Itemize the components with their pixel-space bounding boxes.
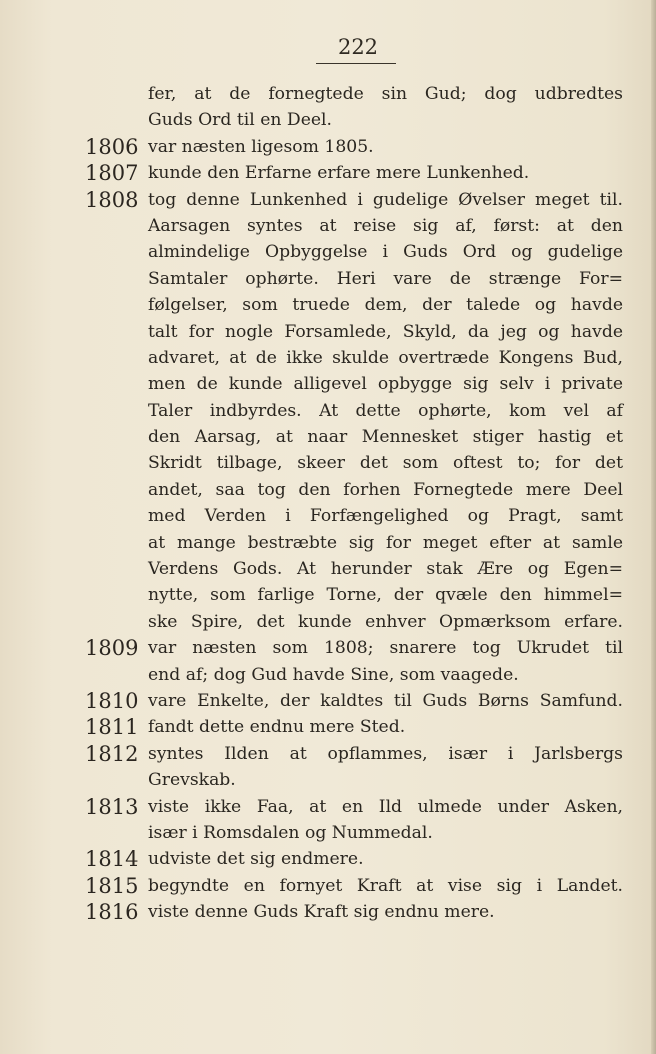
entry-text: talt for nogle Forsamlede, Skyld, da jeg og havde	[148, 321, 623, 342]
entry-continuation-line	[0, 556, 656, 582]
entry-text: udviste det sig endmere.	[148, 849, 364, 870]
entry-text: at mange bestræbte sig for meget efter at samle	[148, 532, 623, 553]
entry-text: var næsten ligesom 1805.	[148, 136, 374, 157]
entry-text: vare Enkelte, der kaldtes til Guds Børns Samfund.	[148, 690, 623, 711]
entry-line-1808	[0, 187, 656, 213]
entry-text: viste ikke Faa, at en Ild ulmede under Asken,	[148, 796, 623, 817]
entry-year: 1808	[85, 187, 139, 212]
entry-text: var næsten som 1808; snarere tog Ukrudet til	[148, 638, 623, 659]
entry-continuation-line	[0, 81, 656, 107]
entry-continuation-line	[0, 609, 656, 635]
entry-text: følgelser, som truede dem, der talede og havde	[148, 295, 623, 316]
entry-text: Verdens Gods. At herunder stak Ære og Egen=	[148, 559, 623, 580]
entry-line-1807	[0, 160, 656, 186]
entry-text: men de kunde alligevel opbygge sig selv i private	[148, 374, 623, 395]
entry-year: 1814	[85, 847, 139, 872]
entry-line-1811	[0, 714, 656, 740]
entry-line-1813	[0, 794, 656, 820]
entry-continuation-line	[0, 398, 656, 424]
entry-year: 1813	[85, 794, 139, 819]
entry-text: ske Spire, det kunde enhver Opmærksom erfare.	[148, 611, 623, 632]
entry-year: 1812	[85, 741, 139, 766]
entry-text: Guds Ord til en Deel.	[148, 110, 333, 131]
entry-text: den Aarsag, at naar Mennesket stiger hastig et	[148, 427, 623, 448]
entry-continuation-line	[0, 292, 656, 318]
entry-continuation-line	[0, 107, 656, 133]
entry-continuation-line	[0, 767, 656, 793]
entry-year: 1815	[85, 873, 139, 898]
entry-text: især i Romsdalen og Nummedal.	[148, 822, 433, 843]
entry-text: tog denne Lunkenhed i gudelige Øvelser meget til.	[148, 189, 623, 210]
entry-continuation-line	[0, 530, 656, 556]
entry-continuation-line	[0, 345, 656, 371]
entry-continuation-line	[0, 450, 656, 476]
entry-year: 1810	[85, 688, 139, 713]
page-number-rule	[316, 63, 396, 64]
entry-year: 1809	[85, 636, 139, 661]
entry-continuation-line	[0, 662, 656, 688]
entry-text: almindelige Opbyggelse i Guds Ord og gudelige	[148, 242, 623, 263]
entry-text: begyndte en fornyet Kraft at vise sig i Landet.	[148, 875, 623, 896]
entry-text: end af; dog Gud havde Sine, som vaagede.	[148, 664, 519, 685]
entry-continuation-line	[0, 239, 656, 265]
entry-continuation-line	[0, 213, 656, 239]
entry-text: syntes Ilden at opflammes, især i Jarlsbergs	[148, 743, 623, 764]
entry-text: Skridt tilbage, skeer det som oftest to; for det	[148, 453, 623, 474]
entry-continuation-line	[0, 582, 656, 608]
entry-text: Samtaler ophørte. Heri vare de strænge For=	[148, 268, 623, 289]
entry-text: Taler indbyrdes. At dette ophørte, kom vel af	[148, 400, 623, 421]
entry-text: kunde den Erfarne erfare mere Lunkenhed.	[148, 163, 530, 184]
entry-text: viste denne Guds Kraft sig endnu mere.	[148, 902, 495, 923]
entry-continuation-line	[0, 424, 656, 450]
page-number: 222	[337, 35, 379, 59]
entry-continuation-line	[0, 266, 656, 292]
entry-continuation-line	[0, 503, 656, 529]
entry-line-1809	[0, 635, 656, 661]
entry-text: andet, saa tog den forhen Fornegtede mere Deel	[148, 479, 623, 500]
entry-continuation-line	[0, 319, 656, 345]
entry-text: advaret, at de ikke skulde overtræde Kongens Bud,	[148, 347, 623, 368]
entry-text: Aarsagen syntes at reise sig af, først: at den	[148, 215, 623, 236]
entry-text: med Verden i Forfængelighed og Pragt, samt	[148, 506, 623, 527]
entry-line-1814	[0, 846, 656, 872]
entry-year: 1807	[85, 161, 139, 186]
entry-text: fandt dette endnu mere Sted.	[148, 717, 406, 738]
entry-text: nytte, som farlige Torne, der qvæle den himmel=	[148, 585, 623, 606]
entry-line-1815	[0, 873, 656, 899]
entry-year: 1806	[85, 134, 139, 159]
entry-year: 1811	[85, 715, 139, 740]
entry-year: 1816	[85, 900, 139, 925]
entry-line-1806	[0, 134, 656, 160]
entry-line-1810	[0, 688, 656, 714]
entry-text: fer, at de fornegtede sin Gud; dog udbredtes	[148, 84, 623, 104]
entry-line-1812	[0, 741, 656, 767]
entry-continuation-line	[0, 820, 656, 846]
chronicle-entries	[0, 81, 656, 926]
entry-continuation-line	[0, 371, 656, 397]
entry-continuation-line	[0, 477, 656, 503]
entry-line-1816	[0, 899, 656, 925]
entry-text: Grevskab.	[148, 770, 236, 791]
